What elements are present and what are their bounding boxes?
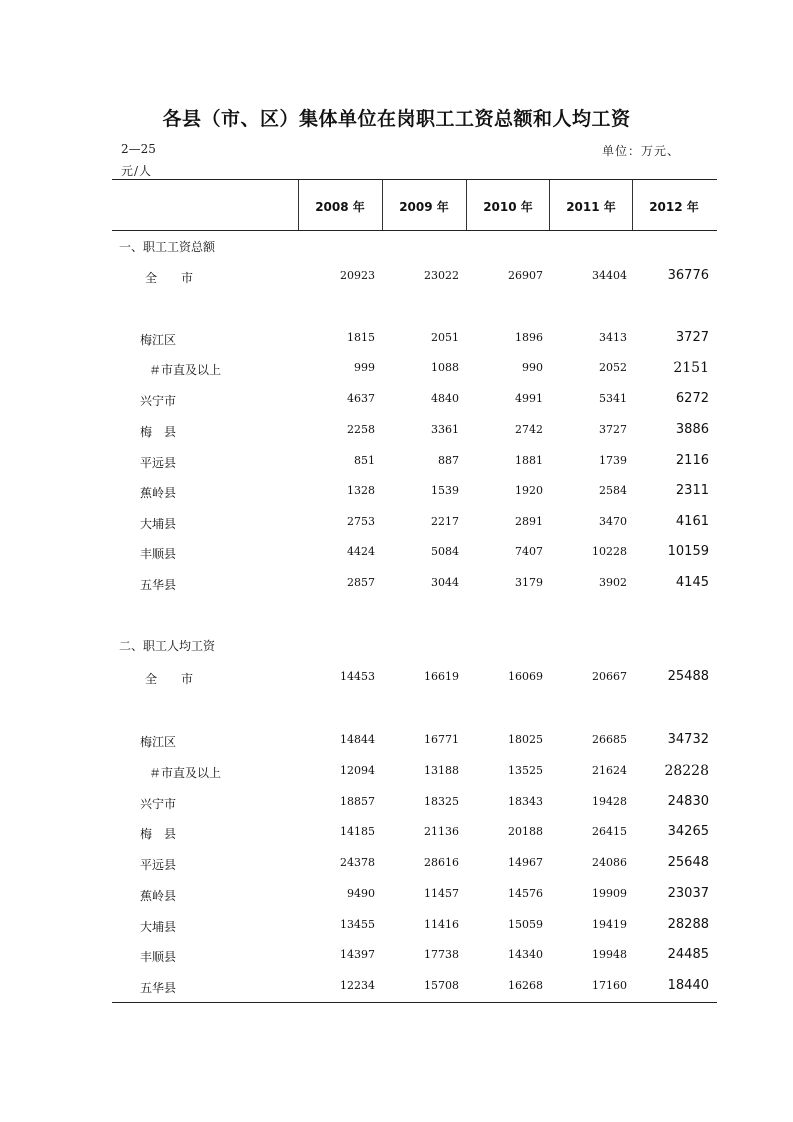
data-cell: 21136 (424, 825, 459, 838)
data-cell: 24086 (592, 856, 627, 869)
data-cell: 4840 (431, 392, 459, 405)
data-cell: 12234 (340, 979, 375, 992)
data-cell: 6272 (675, 391, 709, 406)
row-label: 丰顺县 (140, 950, 177, 964)
row-label: 大埔县 (140, 517, 177, 531)
column-header-year: 2011 年 (566, 200, 616, 214)
table-top-rule (112, 179, 717, 180)
data-cell: 1881 (515, 454, 543, 467)
data-cell: 3886 (675, 422, 709, 437)
column-header-year: 2012 年 (649, 200, 699, 214)
data-cell: 2311 (675, 483, 709, 498)
data-cell: 4991 (515, 392, 543, 405)
data-cell: 12094 (340, 764, 375, 777)
row-label: 梅 县 (140, 425, 177, 439)
data-cell: 16619 (424, 670, 459, 683)
data-cell: 14340 (508, 948, 543, 961)
data-cell: 4424 (347, 545, 375, 558)
header-divider (382, 180, 383, 230)
row-label: 五华县 (140, 578, 177, 592)
data-cell: 4637 (347, 392, 375, 405)
row-label: 五华县 (140, 981, 177, 995)
data-cell: 2891 (515, 515, 543, 528)
data-cell: 23022 (424, 269, 459, 282)
row-label: 全 市 (145, 672, 194, 686)
data-cell: 16069 (508, 670, 543, 683)
data-cell: 14844 (340, 733, 375, 746)
header-divider (298, 180, 299, 230)
data-cell: 20667 (592, 670, 627, 683)
header-divider (466, 180, 467, 230)
data-cell: 2857 (347, 576, 375, 589)
data-cell: 851 (354, 454, 375, 467)
data-cell: 28228 (664, 763, 709, 779)
header-bottom-rule (112, 230, 717, 231)
data-cell: 887 (438, 454, 459, 467)
data-cell: 34732 (667, 732, 709, 747)
data-cell: 1328 (347, 484, 375, 497)
data-cell: 19419 (592, 918, 627, 931)
data-cell: 20923 (340, 269, 375, 282)
data-cell: 5341 (599, 392, 627, 405)
data-cell: 24378 (340, 856, 375, 869)
data-cell: 34404 (592, 269, 627, 282)
data-cell: 2052 (599, 361, 627, 374)
row-label: 兴宁市 (140, 797, 177, 811)
data-cell: 10159 (667, 544, 709, 559)
data-cell: 14185 (340, 825, 375, 838)
data-cell: 3179 (515, 576, 543, 589)
data-cell: 13525 (508, 764, 543, 777)
data-cell: 999 (354, 361, 375, 374)
data-cell: 1088 (431, 361, 459, 374)
data-cell: 1920 (515, 484, 543, 497)
column-header-year: 2010 年 (483, 200, 533, 214)
data-cell: 2584 (599, 484, 627, 497)
data-cell: 16268 (508, 979, 543, 992)
data-cell: 18343 (508, 795, 543, 808)
data-cell: 4161 (675, 514, 709, 529)
data-cell: 28288 (667, 917, 709, 932)
data-cell: 25488 (667, 669, 709, 684)
unit-note-continued: 元/人 (121, 164, 153, 178)
data-cell: 19948 (592, 948, 627, 961)
data-cell: 3361 (431, 423, 459, 436)
data-cell: 4145 (675, 575, 709, 590)
data-cell: 2151 (673, 360, 709, 376)
data-cell: 26907 (508, 269, 543, 282)
data-cell: 18857 (340, 795, 375, 808)
row-label: ＃市直及以上 (149, 766, 222, 780)
data-cell: 3902 (599, 576, 627, 589)
unit-note: 单位：万元、 (602, 144, 681, 158)
table-bottom-rule (112, 1002, 717, 1003)
data-cell: 28616 (424, 856, 459, 869)
data-cell: 7407 (515, 545, 543, 558)
data-cell: 25648 (667, 855, 709, 870)
data-cell: 19428 (592, 795, 627, 808)
data-cell: 2217 (431, 515, 459, 528)
data-cell: 15708 (424, 979, 459, 992)
data-cell: 16771 (424, 733, 459, 746)
data-cell: 3727 (675, 330, 709, 345)
data-cell: 2742 (515, 423, 543, 436)
data-cell: 14453 (340, 670, 375, 683)
data-cell: 2116 (675, 453, 709, 468)
column-header-year: 2008 年 (315, 200, 365, 214)
data-cell: 26685 (592, 733, 627, 746)
data-cell: 11457 (424, 887, 459, 900)
data-cell: 3470 (599, 515, 627, 528)
data-cell: 21624 (592, 764, 627, 777)
data-cell: 18325 (424, 795, 459, 808)
row-label: 蕉岭县 (140, 486, 177, 500)
table-title: 各县（市、区）集体单位在岗职工工资总额和人均工资 (162, 108, 631, 130)
data-cell: 11416 (424, 918, 459, 931)
data-cell: 13455 (340, 918, 375, 931)
data-cell: 23037 (667, 886, 709, 901)
row-label: 梅江区 (140, 735, 177, 749)
data-cell: 34265 (667, 824, 709, 839)
data-cell: 19909 (592, 887, 627, 900)
data-cell: 18025 (508, 733, 543, 746)
row-label: 丰顺县 (140, 547, 177, 561)
section-heading: 一、职工工资总额 (119, 240, 216, 254)
row-label: 全 市 (145, 271, 194, 285)
column-header-year: 2009 年 (399, 200, 449, 214)
data-cell: 1739 (599, 454, 627, 467)
data-cell: 24485 (667, 947, 709, 962)
data-cell: 10228 (592, 545, 627, 558)
data-cell: 15059 (508, 918, 543, 931)
data-cell: 1896 (515, 331, 543, 344)
data-cell: 3413 (599, 331, 627, 344)
data-cell: 5084 (431, 545, 459, 558)
data-cell: 2258 (347, 423, 375, 436)
data-cell: 3727 (599, 423, 627, 436)
data-cell: 1815 (347, 331, 375, 344)
data-cell: 18440 (667, 978, 709, 993)
section-heading: 二、职工人均工资 (119, 639, 216, 653)
data-cell: 13188 (424, 764, 459, 777)
header-divider (632, 180, 633, 230)
data-cell: 20188 (508, 825, 543, 838)
table-number: 2—25 (121, 142, 156, 156)
data-cell: 990 (522, 361, 543, 374)
data-cell: 26415 (592, 825, 627, 838)
data-cell: 24830 (667, 794, 709, 809)
data-cell: 3044 (431, 576, 459, 589)
data-cell: 36776 (667, 268, 709, 283)
row-label: 兴宁市 (140, 394, 177, 408)
data-cell: 17160 (592, 979, 627, 992)
row-label: 梅江区 (140, 333, 177, 347)
data-cell: 14967 (508, 856, 543, 869)
row-label: ＃市直及以上 (149, 363, 222, 377)
data-cell: 2051 (431, 331, 459, 344)
row-label: 大埔县 (140, 920, 177, 934)
data-cell: 14397 (340, 948, 375, 961)
header-divider (549, 180, 550, 230)
row-label: 蕉岭县 (140, 889, 177, 903)
data-cell: 17738 (424, 948, 459, 961)
data-cell: 1539 (431, 484, 459, 497)
row-label: 平远县 (140, 456, 177, 470)
row-label: 梅 县 (140, 827, 177, 841)
data-cell: 2753 (347, 515, 375, 528)
data-cell: 14576 (508, 887, 543, 900)
data-cell: 9490 (347, 887, 375, 900)
row-label: 平远县 (140, 858, 177, 872)
